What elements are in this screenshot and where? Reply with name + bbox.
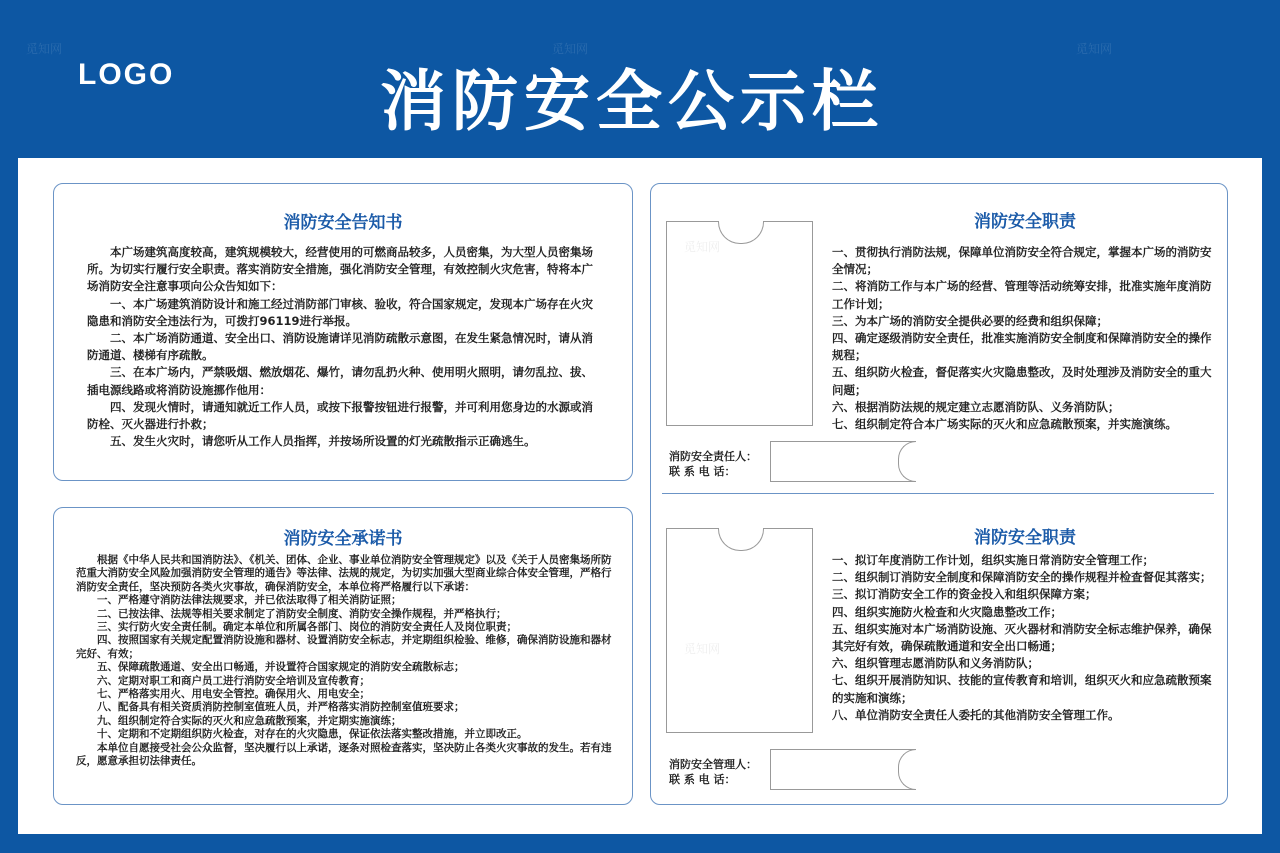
duties-divider <box>662 493 1214 494</box>
duty2-item: 四、组织实施防火检查和火灾隐患整改工作； <box>832 604 1062 619</box>
duty2-photo-placeholder <box>666 528 813 733</box>
notice-paragraph: 本广场建筑高度较高，建筑规模较大，经营使用的可燃商品较多，人员密集，为大型人员密集场所。为切实行履行安全职责。落实消防安全措施，强化消防安全管理，有效控制火灾危害，特将本广场消防安全注意事项向公众告知如下： <box>87 245 593 294</box>
page-title: 消防安全公示栏 <box>380 63 884 140</box>
duty1-phone-label: 联 系 电 话： <box>669 465 736 478</box>
duty2-item: 七、组织开展消防知识、技能的宣传教育和培训，组织灭火和应急疏散预案的实施和演练； <box>832 673 1212 705</box>
duty1-item: 六、根据消防法规的规定建立志愿消防队、义务消防队； <box>832 399 1120 414</box>
duty2-item: 三、拟订消防安全工作的资金投入和组织保障方案； <box>832 587 1097 602</box>
watermark: 觅知网 <box>1076 42 1113 56</box>
watermark: 觅知网 <box>552 42 589 56</box>
commitment-paragraph: 二、已按法律、法规等相关要求制定了消防安全制度、消防安全操作规程，并严格执行； <box>97 607 507 620</box>
notice-paragraph: 二、本广场消防通道、安全出口、消防设施请详见消防疏散示意图，在发生紧急情况时，请从消防通道、楼梯有序疏散。 <box>87 331 593 363</box>
duty1-person-label: 消防安全责任人： <box>669 450 757 463</box>
notice-paragraph: 三、在本广场内，严禁吸烟、燃放烟花、爆竹，请勿乱扔火种、使用明火照明，请勿乱拉、拔、插电源线路或将消防设施挪作他用： <box>87 365 593 397</box>
commitment-paragraph: 一、严格遵守消防法律法规要求，并已依法取得了相关消防证照； <box>97 594 402 607</box>
header-bar <box>0 0 1280 158</box>
commitment-paragraph: 根据《中华人民共和国消防法》、《机关、团体、企业、事业单位消防安全管理规定》以及《关于人员密集场所防范重大消防安全风险加强消防安全管理的通告》等法律、法规的规定，为切实加强大型商业综合体安全管理，严格行消防安全责任，坚决预防各类火灾事故，确保消防安全，本单位将严格履行以下承诺： <box>76 554 612 593</box>
duty1-list <box>832 244 1218 433</box>
duty2-item: 一、拟订年度消防工作计划，组织实施日常消防安全管理工作； <box>832 553 1154 567</box>
notice-panel <box>53 183 633 481</box>
watermark: 觅知网 <box>26 42 63 56</box>
duty2-title: 消防安全职责 <box>974 528 1076 548</box>
sign-box-arc <box>898 441 916 482</box>
duty2-item: 五、组织实施对本广场消防设施、灭火器材和消防安全标志维护保养，确保其完好有效，确保疏散通道和安全出口畅通； <box>832 621 1212 654</box>
notice-paragraph: 四、发现火情时，请通知就近工作人员，或按下报警按钮进行报警，并可利用您身边的水源或消防栓、灭火器进行扑救； <box>87 399 593 432</box>
commitment-paragraph: 八、配备具有相关资质消防控制室值班人员，并严格落实消防控制室值班要求； <box>97 701 465 714</box>
commitment-paragraph: 三、实行防火安全责任制。确定本单位和所属各部门、岗位的消防安全责任人及岗位职责； <box>97 621 517 634</box>
duty1-item: 一、贯彻执行消防法规，保障单位消防安全符合规定，掌握本广场的消防安全情况； <box>832 245 1212 277</box>
commitment-title: 消防安全承诺书 <box>283 529 403 549</box>
duty1-item: 二、将消防工作与本广场的经营、管理等活动统筹安排，批准实施年度消防工作计划； <box>832 279 1212 311</box>
logo: LOGO <box>78 58 175 91</box>
notice-body <box>87 244 601 450</box>
commitment-panel <box>53 507 633 805</box>
duty1-photo-placeholder <box>666 221 813 426</box>
duty1-item: 三、为本广场的消防安全提供必要的经费和组织保障； <box>832 313 1108 328</box>
photo-notch <box>718 221 764 244</box>
commitment-paragraph: 十、定期和不定期组织防火检查，对存在的火灾隐患，保证依法落实整改措施，并立即改正。 <box>97 728 528 741</box>
photo-notch <box>718 528 764 551</box>
duty1-item: 四、确定逐级消防安全责任，批准实施消防安全制度和保障消防安全的操作规程； <box>832 331 1212 363</box>
commitment-paragraph: 九、组织制定符合实际的灭火和应急疏散预案，并定期实施演练； <box>97 714 402 727</box>
commitment-paragraph: 六、定期对职工和商户员工进行消防安全培训及宣传教育； <box>97 674 370 687</box>
duty2-item: 八、单位消防安全责任人委托的其他消防安全管理工作。 <box>832 707 1120 722</box>
duty1-signature-box <box>770 441 916 482</box>
commitment-paragraph: 五、保障疏散通道、安全出口畅通，并设置符合国家规定的消防安全疏散标志； <box>97 661 465 674</box>
duty2-item: 六、组织管理志愿消防队和义务消防队； <box>832 656 1039 671</box>
duty2-signature-box <box>770 749 916 790</box>
notice-title: 消防安全告知书 <box>283 213 403 233</box>
commitment-body <box>76 554 612 769</box>
duty2-phone-label: 联 系 电 话： <box>669 773 736 786</box>
commitment-paragraph: 四、按照国家有关规定配置消防设施和器材、设置消防安全标志，并定期组织检验、维修，确保消防设施和器材完好、有效； <box>76 634 612 660</box>
duty2-item: 二、组织制订消防安全制度和保障消防安全的操作规程并检查督促其落实； <box>832 570 1212 585</box>
duty2-person-label: 消防安全管理人： <box>669 758 757 771</box>
duty1-item: 五、组织防火检查，督促落实火灾隐患整改，及时处理涉及消防安全的重大问题； <box>832 365 1212 397</box>
duty2-list <box>832 552 1218 724</box>
sign-box-arc <box>898 749 916 790</box>
commitment-paragraph: 七、严格落实用火、用电安全管控。确保用火、用电安全； <box>97 688 370 701</box>
commitment-paragraph: 本单位自愿接受社会公众监督，坚决履行以上承诺，逐条对照检查落实，坚决防止各类火灾事故的发生。若有违反，愿意承担切法律责任。 <box>76 741 612 768</box>
notice-paragraph: 五、发生火灾时，请您听从工作人员指挥，并按场所设置的灯光疏散指示正确逃生。 <box>110 434 536 449</box>
duty1-item: 七、组织制定符合本广场实际的灭火和应急疏散预案，并实施演练。 <box>832 417 1177 432</box>
duty1-title: 消防安全职责 <box>974 212 1076 232</box>
notice-paragraph: 一、本广场建筑消防设计和施工经过消防部门审核、验收，符合国家规定，发现本广场存在火灾隐患和消防安全违法行为，可拨打96119进行举报。 <box>87 296 593 328</box>
